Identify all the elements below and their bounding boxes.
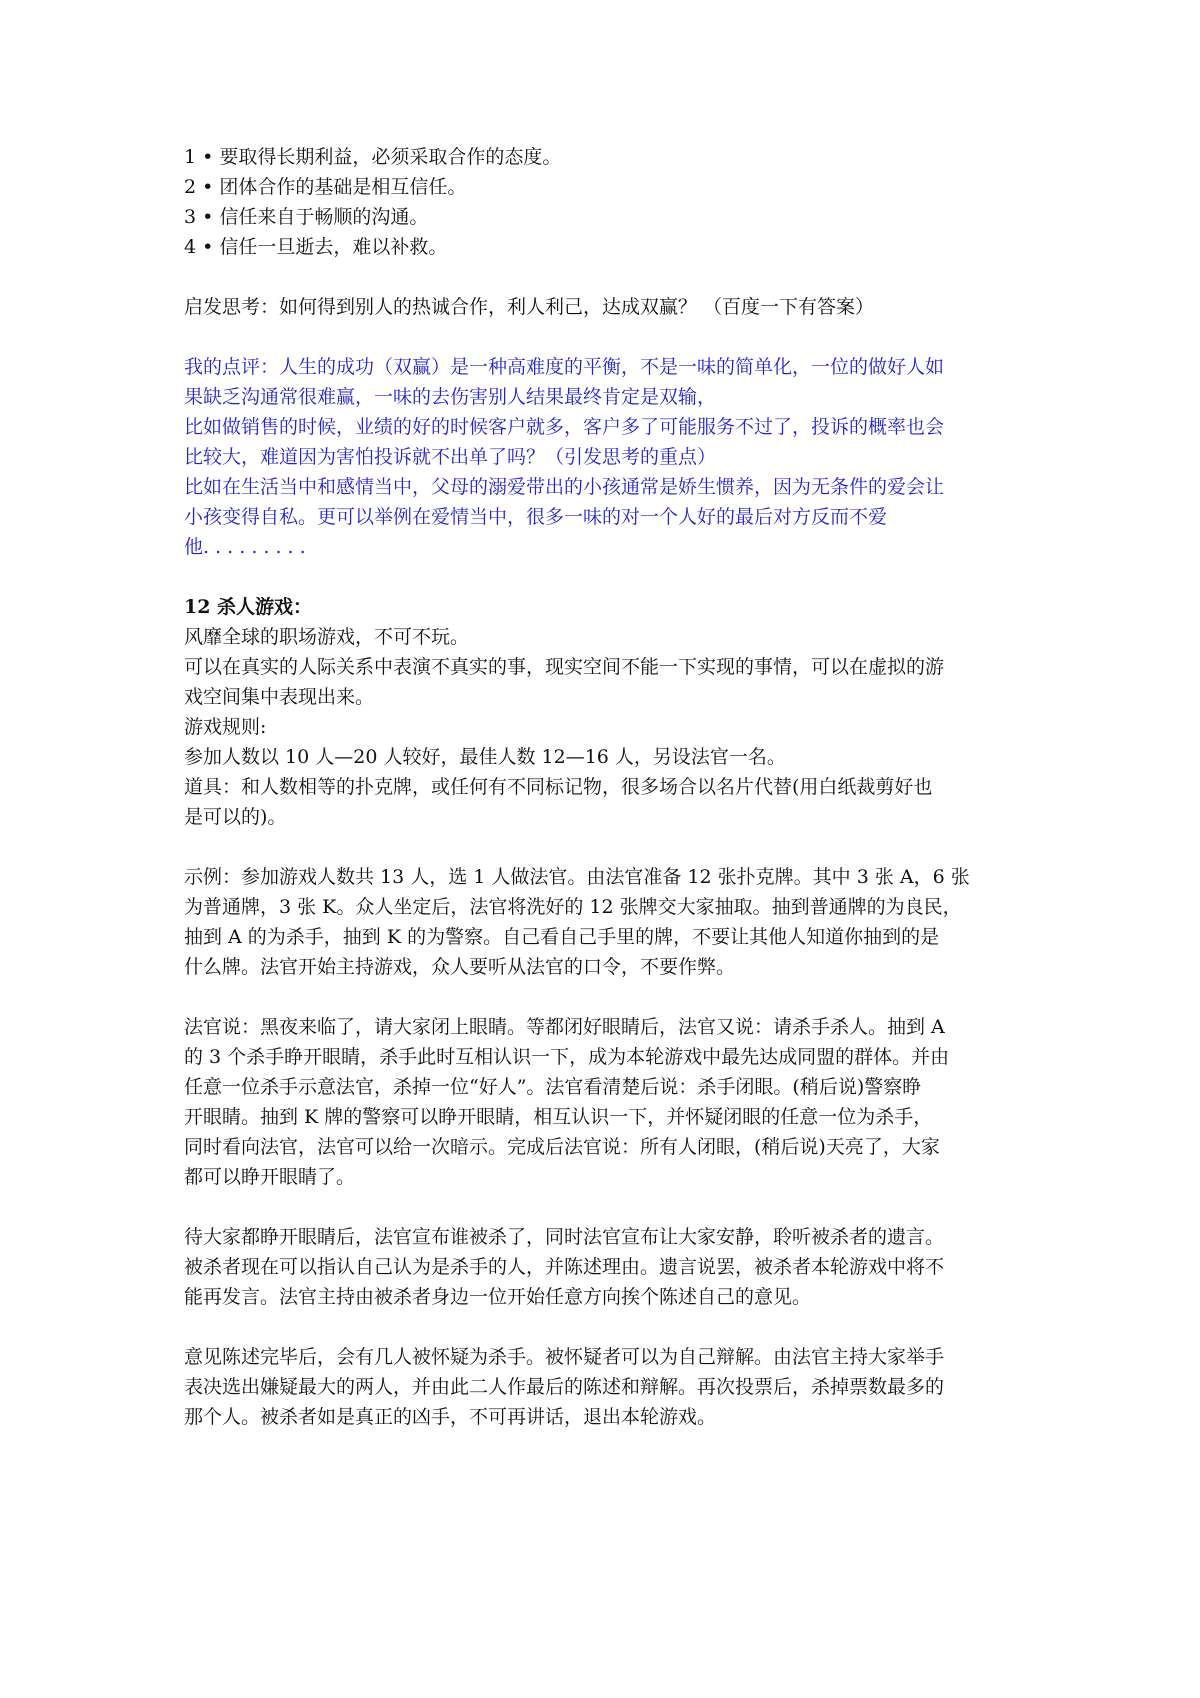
comment-line: 我的点评：人生的成功（双赢）是一种高难度的平衡，不是一味的简单化，一位的做好人如 bbox=[184, 356, 945, 378]
paragraph-line: 游戏规则: bbox=[184, 716, 267, 738]
comment-line: 小孩变得自私。更可以举例在爱情当中，很多一味的对一个人好的最后对方反而不爱 bbox=[184, 506, 888, 528]
vote-paragraph bbox=[184, 1342, 1044, 1432]
paragraph-line: 抽到 A 的为杀手，抽到 K 的为警察。自己看自己手里的牌，不要让其他人知道你抽到的是 bbox=[184, 926, 940, 948]
spacer bbox=[184, 832, 1044, 862]
list-item: 1 • 要取得长期利益，必须采取合作的态度。 bbox=[184, 146, 562, 168]
comment-line: 他. . . . . . . . . bbox=[184, 536, 306, 558]
document-page bbox=[184, 142, 1044, 1432]
spacer bbox=[184, 562, 1044, 592]
comment-line: 比如在生活当中和感情当中，父母的溺爱带出的小孩通常是娇生惯养，因为无条件的爱会让 bbox=[184, 476, 945, 498]
paragraph-line: 为普通牌，3 张 K。众人坐定后，法官将洗好的 12 张牌交大家抽取。抽到普通牌的为良民， bbox=[184, 896, 962, 918]
paragraph-line: 那个人。被杀者如是真正的凶手，不可再讲话，退出本轮游戏。 bbox=[184, 1406, 717, 1428]
list-item: 3 • 信任来自于畅顺的沟通。 bbox=[184, 206, 429, 228]
paragraph-line: 风靡全球的职场游戏，不可不玩。 bbox=[184, 626, 470, 648]
example-paragraph bbox=[184, 862, 1044, 982]
paragraph-line: 开眼睛。抽到 K 牌的警察可以睁开眼睛，相互认识一下，并怀疑闭眼的任意一位为杀手， bbox=[184, 1106, 933, 1128]
paragraph-line: 能再发言。法官主持由被杀者身边一位开始任意方向挨个陈述自己的意见。 bbox=[184, 1286, 812, 1308]
paragraph-line: 戏空间集中表现出来。 bbox=[184, 686, 375, 708]
paragraph-line: 示例：参加游戏人数共 13 人，选 1 人做法官。由法官准备 12 张扑克牌。其中 3 张 A，6 张 bbox=[184, 866, 970, 888]
paragraph-line: 的 3 个杀手睁开眼睛，杀手此时互相认识一下，成为本轮游戏中最先达成同盟的群体。并由 bbox=[184, 1046, 950, 1068]
paragraph-line: 是可以的)。 bbox=[184, 806, 287, 828]
spacer bbox=[184, 262, 1044, 292]
spacer bbox=[184, 1192, 1044, 1222]
paragraph-line: 参加人数以 10 人—20 人较好，最佳人数 12—16 人，另设法官一名。 bbox=[184, 746, 786, 768]
paragraph-line: 法官说：黑夜来临了，请大家闭上眼睛。等都闭好眼睛后，法官又说：请杀手杀人。抽到 A bbox=[184, 1016, 945, 1038]
spacer bbox=[184, 1312, 1044, 1342]
day-paragraph bbox=[184, 1222, 1044, 1312]
comment-line: 比较大，难道因为害怕投诉就不出单了吗？（引发思考的重点） bbox=[184, 446, 717, 468]
lessons-list bbox=[184, 142, 1044, 262]
spacer bbox=[184, 982, 1044, 1012]
paragraph-line: 什么牌。法官开始主持游戏，众人要听从法官的口令，不要作弊。 bbox=[184, 956, 736, 978]
night-paragraph bbox=[184, 1012, 1044, 1192]
section-title: 12 杀人游戏： bbox=[184, 596, 313, 618]
paragraph-line: 道具：和人数相等的扑克牌，或任何有不同标记物，很多场合以名片代替(用白纸裁剪好也 bbox=[184, 776, 933, 798]
paragraph-line: 表决选出嫌疑最大的两人，并由此二人作最后的陈述和辩解。再次投票后，杀掉票数最多的 bbox=[184, 1376, 945, 1398]
game-intro bbox=[184, 622, 1044, 832]
paragraph-line: 可以在真实的人际关系中表演不真实的事，现实空间不能一下实现的事情，可以在虚拟的游 bbox=[184, 656, 945, 678]
paragraph-line: 同时看向法官，法官可以给一次暗示。完成后法官说：所有人闭眼，(稍后说)天亮了，大家 bbox=[184, 1136, 940, 1158]
paragraph-line: 被杀者现在可以指认自己认为是杀手的人，并陈述理由。遗言说罢，被杀者本轮游戏中将不 bbox=[184, 1256, 945, 1278]
paragraph-line: 任意一位杀手示意法官，杀掉一位“好人”。法官看清楚后说：杀手闭眼。(稍后说)警察睁 bbox=[184, 1076, 922, 1098]
author-comment bbox=[184, 352, 1044, 562]
comment-line: 比如做销售的时候，业绩的好的时候客户就多，客户多了可能服务不过了，投诉的概率也会 bbox=[184, 416, 945, 438]
list-item: 4 • 信任一旦逝去，难以补救。 bbox=[184, 236, 448, 258]
paragraph-line: 待大家都睁开眼睛后，法官宣布谁被杀了，同时法官宣布让大家安静，聆听被杀者的遗言。 bbox=[184, 1226, 945, 1248]
inspiration-question: 启发思考：如何得到别人的热诚合作，利人利己，达成双赢？ （百度一下有答案） bbox=[184, 296, 875, 318]
comment-line: 果缺乏沟通常很难赢，一味的去伤害别人结果最终肯定是双输， bbox=[184, 386, 717, 408]
spacer bbox=[184, 322, 1044, 352]
list-item: 2 • 团体合作的基础是相互信任。 bbox=[184, 176, 467, 198]
paragraph-line: 意见陈述完毕后，会有几人被怀疑为杀手。被怀疑者可以为自己辩解。由法官主持大家举手 bbox=[184, 1346, 945, 1368]
paragraph-line: 都可以睁开眼睛了。 bbox=[184, 1166, 356, 1188]
